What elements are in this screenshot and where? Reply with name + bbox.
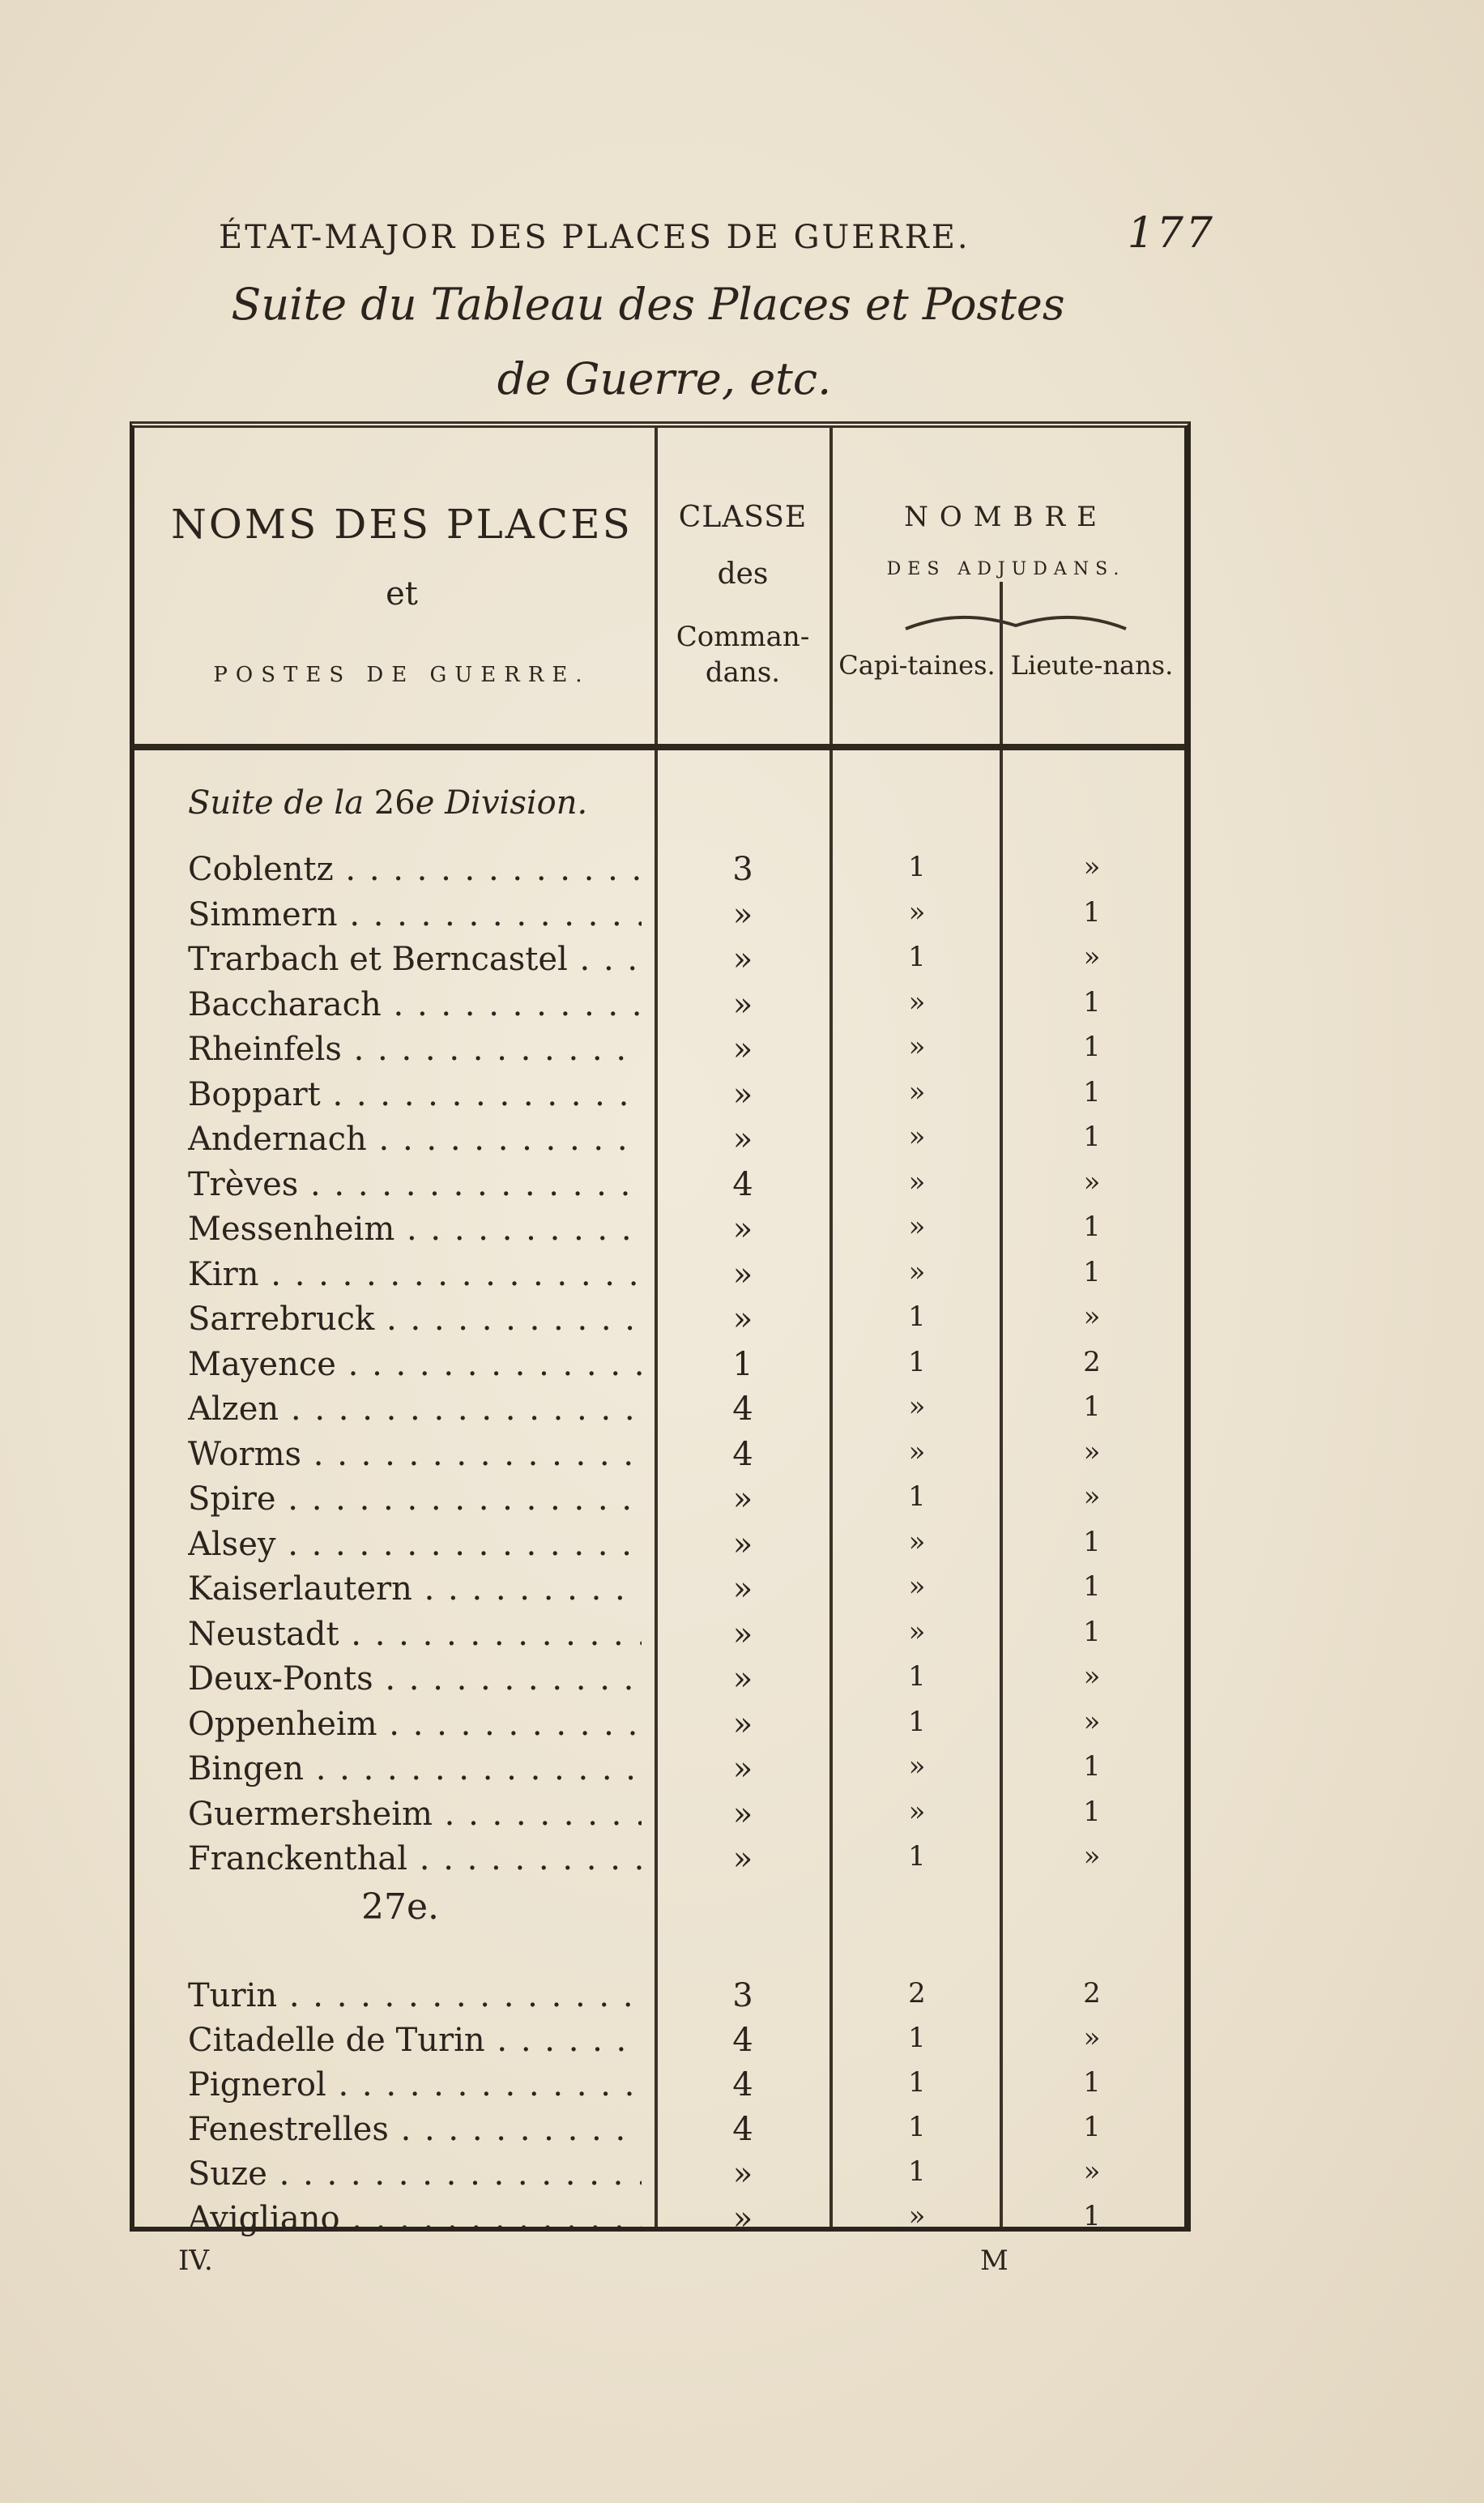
place-name: Avigliano . . .: [188, 2200, 642, 2237]
capitaines-value: »: [908, 1525, 926, 1558]
lieutenans-value: »: [1083, 941, 1101, 973]
table-row: [134, 1975, 1184, 2021]
header-nombre-title: NOMBRE: [904, 501, 1108, 533]
capitaines-value: 1: [908, 1660, 926, 1693]
lieutenans-value: 1: [1083, 1750, 1101, 1783]
header-classe-title: CLASSE: [678, 501, 808, 534]
capitaines-value: 1: [908, 1301, 926, 1333]
classe-value: »: [732, 1075, 753, 1113]
place-name: Bingen . . .: [188, 1750, 642, 1788]
place-name: Worms . . .: [188, 1436, 642, 1473]
classe-value: »: [732, 1705, 753, 1743]
table-row: [134, 1524, 1184, 1570]
place-name: Alzen . . .: [188, 1390, 642, 1428]
capitaines-value: 1: [908, 2022, 926, 2054]
section-26-suffix: e Division.: [415, 784, 588, 822]
signature-mark-left: IV.: [178, 2245, 213, 2277]
capitaines-value: »: [908, 1615, 926, 1648]
place-name: Coblentz . . .: [188, 851, 642, 888]
classe-value: »: [732, 1121, 753, 1158]
place-name: Alsey . . .: [188, 1526, 642, 1563]
table-row: [134, 895, 1184, 940]
capitaines-value: 1: [908, 2155, 926, 2188]
table-row: [134, 1074, 1184, 1120]
table-row: [134, 1344, 1184, 1390]
classe-value: »: [732, 1840, 753, 1877]
lieutenans-value: 1: [1083, 1075, 1101, 1108]
capitaines-value: »: [908, 1390, 926, 1423]
page-number: 177: [1127, 209, 1215, 258]
header-lieutenans: Lieute-nans.: [1010, 650, 1174, 681]
classe-value: 4: [732, 1165, 753, 1203]
classe-value: »: [732, 1211, 753, 1248]
classe-value: 3: [732, 851, 753, 888]
place-name: Trarbach et Berncastel . . .: [188, 941, 642, 978]
capitaines-value: »: [908, 1435, 926, 1468]
place-name: Fenestrelles . . .: [188, 2111, 642, 2148]
capitaines-value: »: [908, 895, 926, 929]
place-name: Trèves . . .: [188, 1166, 642, 1203]
table-row: [134, 1659, 1184, 1704]
table-subtitle: [97, 267, 1231, 416]
table-row: [134, 2154, 1184, 2199]
classe-value: 4: [732, 2066, 753, 2104]
capitaines-value: »: [908, 1075, 926, 1108]
lieutenans-value: 1: [1083, 1121, 1101, 1153]
capitaines-value: »: [908, 1795, 926, 1828]
classe-value: »: [732, 985, 753, 1023]
place-name: Kirn . . .: [188, 1256, 642, 1293]
capitaines-value: 1: [908, 851, 926, 883]
place-name: Neustadt . . .: [188, 1616, 642, 1653]
section-26-prefix: Suite de la: [188, 784, 365, 822]
classe-value: »: [732, 2200, 753, 2237]
place-name: Boppart . . .: [188, 1076, 642, 1113]
table-row: [134, 1839, 1184, 1884]
places-table: [130, 421, 1191, 2237]
place-name: Simmern . . .: [188, 896, 642, 933]
table-row: [134, 1434, 1184, 1480]
classe-value: »: [732, 1750, 753, 1788]
lieutenans-value: »: [1083, 1435, 1101, 1468]
lieutenans-value: 1: [1083, 2111, 1101, 2143]
place-name: Citadelle de Turin . . .: [188, 2022, 642, 2059]
classe-value: »: [732, 2155, 753, 2193]
table-row: [134, 1794, 1184, 1839]
classe-value: 3: [732, 1977, 753, 2014]
place-name: Kaiserlautern . . .: [188, 1570, 642, 1608]
header-classe-sub: Comman-dans.: [676, 621, 810, 689]
classe-value: »: [732, 1301, 753, 1338]
capitaines-value: »: [908, 985, 926, 1019]
classe-value: 4: [732, 1390, 753, 1428]
table-row: [134, 1299, 1184, 1344]
header-rule: [134, 744, 1184, 750]
classe-value: »: [732, 895, 753, 933]
lieutenans-value: 1: [1083, 2066, 1101, 2099]
place-name: Rheinfels . . .: [188, 1031, 642, 1068]
classe-value: »: [732, 1525, 753, 1563]
capitaines-value: 1: [908, 2111, 926, 2143]
classe-value: »: [732, 1615, 753, 1653]
place-name: Sarrebruck . . .: [188, 1301, 642, 1338]
lieutenans-value: 1: [1083, 1570, 1101, 1603]
header-nombre-sub: DES ADJUDANS.: [886, 559, 1126, 579]
place-name: Spire . . .: [188, 1480, 642, 1518]
classe-value: »: [732, 941, 753, 978]
place-name: Baccharach . . .: [188, 986, 642, 1023]
classe-value: 4: [732, 1435, 753, 1473]
section-26-label: [188, 784, 587, 822]
capitaines-value: »: [908, 1570, 926, 1603]
lieutenans-value: »: [1083, 1165, 1101, 1198]
classe-value: »: [732, 1660, 753, 1698]
table-row: [134, 1164, 1184, 1210]
place-name: Oppenheim . . .: [188, 1706, 642, 1743]
place-name: Messenheim . . .: [188, 1211, 642, 1248]
table-row: [134, 2065, 1184, 2110]
place-name: Guermersheim . . .: [188, 1796, 642, 1833]
capitaines-value: »: [908, 1750, 926, 1783]
place-name: Suze . . .: [188, 2155, 642, 2193]
place-name: Franckenthal . . .: [188, 1840, 642, 1877]
capitaines-value: 2: [908, 1977, 926, 2010]
capitaines-value: 1: [908, 1345, 926, 1378]
table-row: [134, 1119, 1184, 1164]
place-name: Mayence . . .: [188, 1346, 642, 1383]
capitaines-value: 1: [908, 1705, 926, 1738]
table-row: [134, 2109, 1184, 2155]
classe-value: »: [732, 1570, 753, 1608]
brace-ornament: [902, 604, 1129, 634]
classe-value: »: [732, 1255, 753, 1293]
table-row: [134, 1749, 1184, 1794]
lieutenans-value: 1: [1083, 1615, 1101, 1648]
header-classe-des: des: [717, 557, 769, 591]
capitaines-value: »: [908, 2200, 926, 2232]
lieutenans-value: »: [1083, 1480, 1101, 1513]
place-name: Deux-Ponts . . .: [188, 1660, 642, 1698]
section-27-label: 27e.: [361, 1886, 440, 1928]
lieutenans-value: 1: [1083, 1795, 1101, 1828]
lieutenans-value: 1: [1083, 1525, 1101, 1558]
header-noms-et: et: [386, 575, 418, 613]
lieutenans-value: »: [1083, 1660, 1101, 1693]
place-name: Pignerol . . .: [188, 2066, 642, 2104]
capitaines-value: 1: [908, 941, 926, 973]
place-name: Andernach . . .: [188, 1121, 642, 1158]
lieutenans-value: »: [1083, 1705, 1101, 1738]
lieutenans-value: 1: [1083, 2200, 1101, 2232]
classe-value: »: [732, 1031, 753, 1068]
table-row: [134, 849, 1184, 895]
table-row: [134, 1029, 1184, 1074]
lieutenans-value: »: [1083, 1840, 1101, 1873]
classe-value: »: [732, 1795, 753, 1833]
capitaines-value: »: [908, 1255, 926, 1288]
lieutenans-value: 1: [1083, 1031, 1101, 1063]
table-row: [134, 1569, 1184, 1614]
lieutenans-value: 2: [1083, 1977, 1101, 2010]
lieutenans-value: »: [1083, 2022, 1101, 2054]
lieutenans-value: 1: [1083, 1211, 1101, 1243]
table-row: [134, 1209, 1184, 1254]
table-row: [134, 1389, 1184, 1434]
place-name: Turin . . .: [188, 1977, 642, 2014]
lieutenans-value: »: [1083, 1301, 1101, 1333]
capitaines-value: »: [908, 1211, 926, 1243]
table-row: [134, 1254, 1184, 1300]
table-row: [134, 1704, 1184, 1749]
classe-value: 1: [732, 1345, 753, 1383]
capitaines-value: »: [908, 1121, 926, 1153]
capitaines-value: 1: [908, 2066, 926, 2099]
lieutenans-value: »: [1083, 2155, 1101, 2188]
lieutenans-value: 1: [1083, 1390, 1101, 1423]
table-row: [134, 2020, 1184, 2065]
section-26-number: 26: [373, 784, 416, 822]
signature-mark-right: M: [980, 2245, 1009, 2277]
table-row: [134, 2198, 1184, 2244]
header-noms-title: NOMS DES PLACES: [171, 501, 633, 548]
capitaines-value: 1: [908, 1840, 926, 1873]
header-noms-sub: POSTES DE GUERRE.: [213, 663, 591, 687]
header-capitaines: Capi-taines.: [838, 650, 996, 681]
classe-value: 4: [732, 2111, 753, 2148]
capitaines-value: »: [908, 1165, 926, 1198]
subtitle-line-2: de Guerre, etc.: [497, 353, 832, 404]
classe-value: »: [732, 1480, 753, 1518]
page-header: [219, 209, 1215, 266]
running-title: ÉTAT-MAJOR DES PLACES DE GUERRE.: [219, 219, 970, 256]
subtitle-line-1: Suite du Tableau des Places et Postes: [231, 279, 1065, 330]
capitaines-value: »: [908, 1031, 926, 1063]
capitaines-value: 1: [908, 1480, 926, 1513]
classe-value: 4: [732, 2022, 753, 2059]
table-row: [134, 939, 1184, 985]
lieutenans-value: 1: [1083, 1255, 1101, 1288]
lieutenans-value: 2: [1083, 1345, 1101, 1378]
table-row: [134, 1614, 1184, 1659]
lieutenans-value: 1: [1083, 895, 1101, 929]
lieutenans-value: »: [1083, 851, 1101, 883]
table-row: [134, 1479, 1184, 1524]
lieutenans-value: 1: [1083, 985, 1101, 1019]
table-row: [134, 985, 1184, 1030]
